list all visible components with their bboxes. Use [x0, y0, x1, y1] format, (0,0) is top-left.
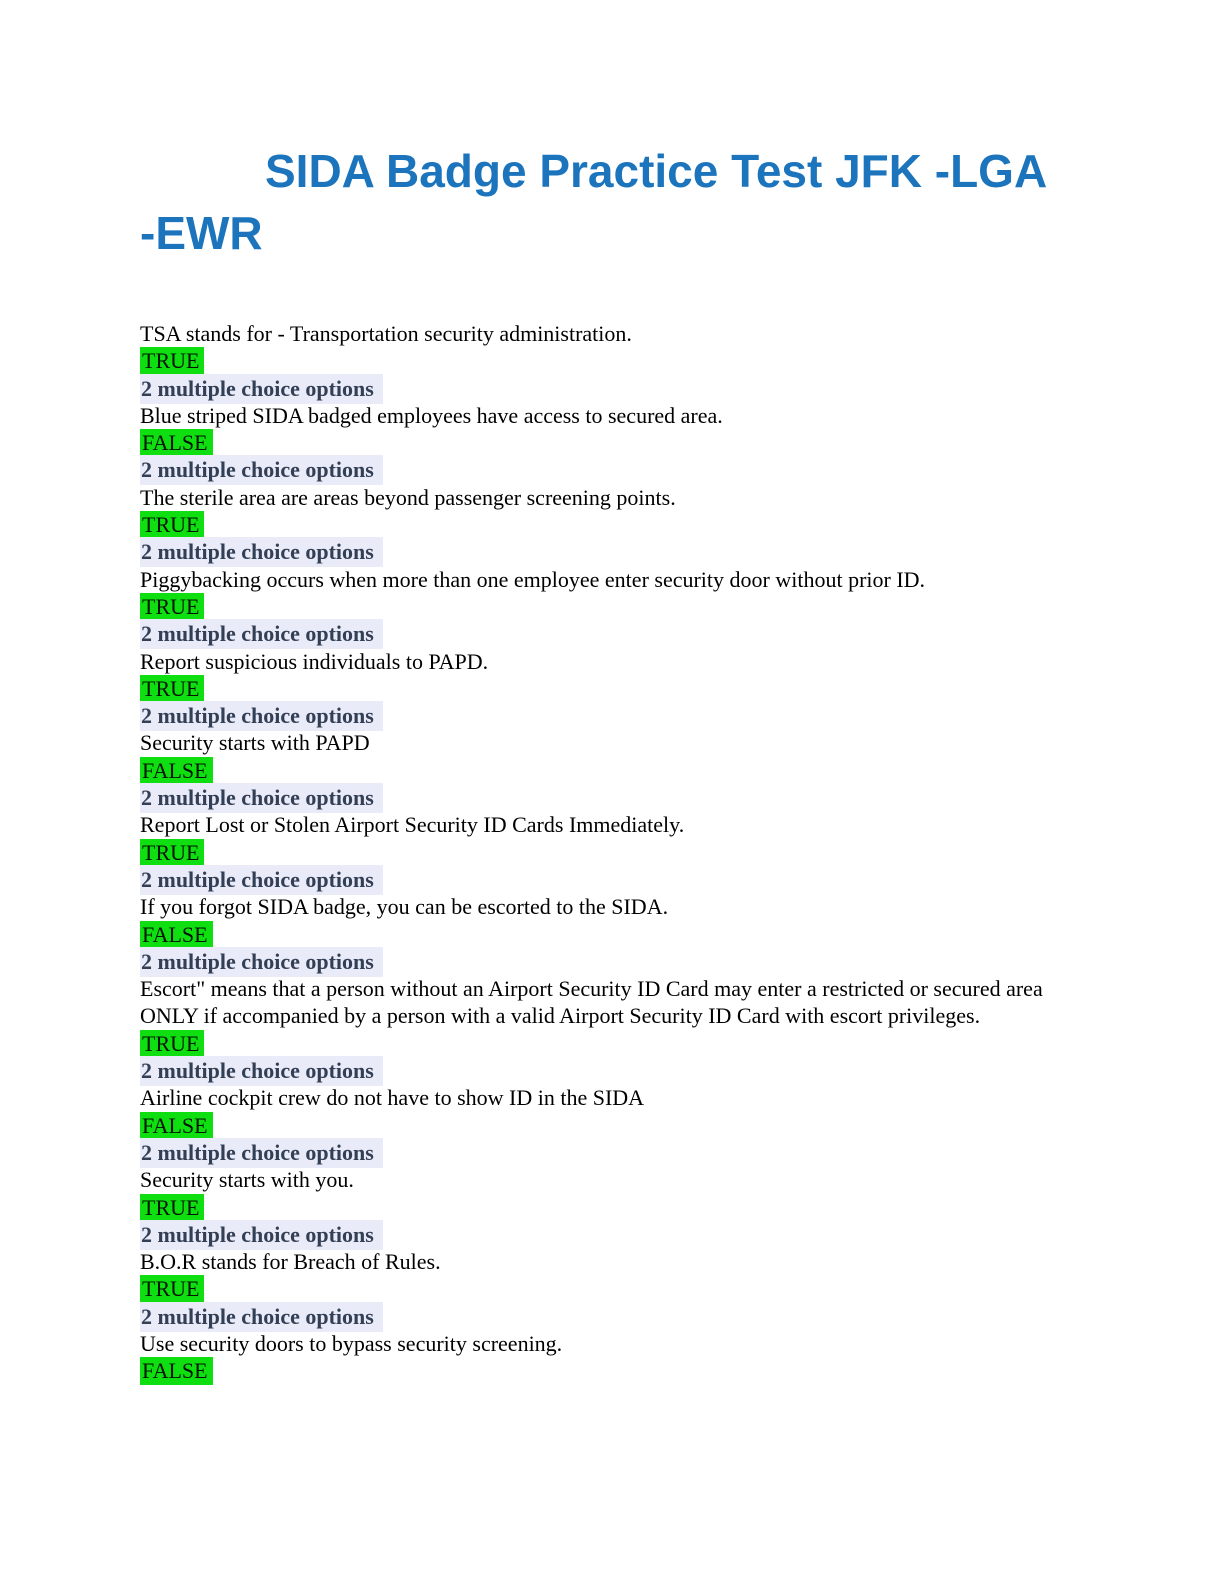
answer-badge: TRUE [140, 511, 204, 539]
question-list [140, 320, 1084, 1385]
question-block [140, 811, 1084, 893]
page-title [140, 140, 1084, 264]
options-label: 2 multiple choice options [140, 865, 383, 895]
options-label: 2 multiple choice options [140, 1056, 383, 1086]
question-text: B.O.R stands for Breach of Rules. [140, 1249, 441, 1275]
document-content [140, 140, 1084, 1385]
answer-badge: TRUE [140, 1030, 204, 1058]
question-block [140, 402, 1084, 484]
options-label: 2 multiple choice options [140, 1220, 383, 1250]
options-line [140, 538, 1084, 565]
question-text: The sterile area are areas beyond passenger screening points. [140, 484, 676, 510]
answer-badge: TRUE [140, 347, 204, 375]
options-line [140, 1221, 1084, 1248]
options-label: 2 multiple choice options [140, 783, 383, 813]
options-line [140, 866, 1084, 893]
answer-badge: FALSE [140, 1112, 213, 1140]
options-label: 2 multiple choice options [140, 455, 383, 485]
answer-line [140, 347, 1084, 374]
answer-line [140, 921, 1084, 948]
question-text: Security starts with PAPD [140, 730, 370, 756]
question-block [140, 1166, 1084, 1248]
answer-line [140, 1030, 1084, 1057]
answer-line [140, 511, 1084, 538]
options-label: 2 multiple choice options [140, 1302, 383, 1332]
options-label: 2 multiple choice options [140, 947, 383, 977]
question-text: Security starts with you. [140, 1167, 354, 1193]
answer-badge: FALSE [140, 921, 213, 949]
answer-badge: TRUE [140, 1275, 204, 1303]
options-line [140, 375, 1084, 402]
question-text: TSA stands for - Transportation security administration. [140, 321, 632, 346]
question-text: Report suspicious individuals to PAPD. [140, 648, 489, 674]
question-block [140, 1248, 1084, 1330]
question-text: Report Lost or Stolen Airport Security ID Cards Immediately. [140, 812, 685, 838]
question-text: Blue striped SIDA badged employees have access to secured area. [140, 402, 723, 428]
options-line [140, 620, 1084, 647]
options-line [140, 1139, 1084, 1166]
question-block [140, 893, 1084, 975]
options-line [140, 948, 1084, 975]
options-line [140, 456, 1084, 483]
answer-line [140, 1112, 1084, 1139]
options-line [140, 1057, 1084, 1084]
answer-line [140, 1194, 1084, 1221]
question-block [140, 1084, 1084, 1166]
question-text: Piggybacking occurs when more than one employee enter security door without prior ID. [140, 566, 926, 592]
answer-line [140, 1275, 1084, 1302]
question-block [140, 648, 1084, 730]
options-line [140, 1303, 1084, 1330]
options-label: 2 multiple choice options [140, 1138, 383, 1168]
answer-badge: FALSE [140, 429, 213, 457]
options-line [140, 784, 1084, 811]
question-block [140, 729, 1084, 811]
question-text: If you forgot SIDA badge, you can be escorted to the SIDA. [140, 894, 669, 920]
answer-line [140, 429, 1084, 456]
answer-line [140, 839, 1084, 866]
answer-badge: TRUE [140, 839, 204, 867]
question-text: Airline cockpit crew do not have to show ID in the SIDA [140, 1085, 645, 1111]
answer-badge: TRUE [140, 593, 204, 621]
options-label: 2 multiple choice options [140, 374, 383, 404]
options-label: 2 multiple choice options [140, 537, 383, 567]
answer-badge: TRUE [140, 1194, 204, 1222]
answer-line [140, 675, 1084, 702]
question-block [140, 320, 1084, 402]
question-text: Escort" means that a person without an Airport Security ID Card may enter a restricted or secured area ONLY if accompanied by a person with a valid Airport Security ID Card with escort privileges. [140, 976, 1043, 1029]
question-block [140, 1330, 1084, 1385]
options-line [140, 702, 1084, 729]
options-label: 2 multiple choice options [140, 701, 383, 731]
answer-line [140, 593, 1084, 620]
question-text: Use security doors to bypass security screening. [140, 1330, 563, 1356]
answer-badge: FALSE [140, 1357, 213, 1385]
answer-badge: TRUE [140, 675, 204, 703]
question-block [140, 484, 1084, 566]
page-title-line2: -EWR [140, 207, 263, 259]
question-block [140, 566, 1084, 648]
answer-line [140, 757, 1084, 784]
page-title-line1: SIDA Badge Practice Test JFK -LGA [265, 145, 1048, 197]
question-block [140, 975, 1084, 1084]
options-label: 2 multiple choice options [140, 619, 383, 649]
answer-line [140, 1357, 1084, 1384]
answer-badge: FALSE [140, 757, 213, 785]
